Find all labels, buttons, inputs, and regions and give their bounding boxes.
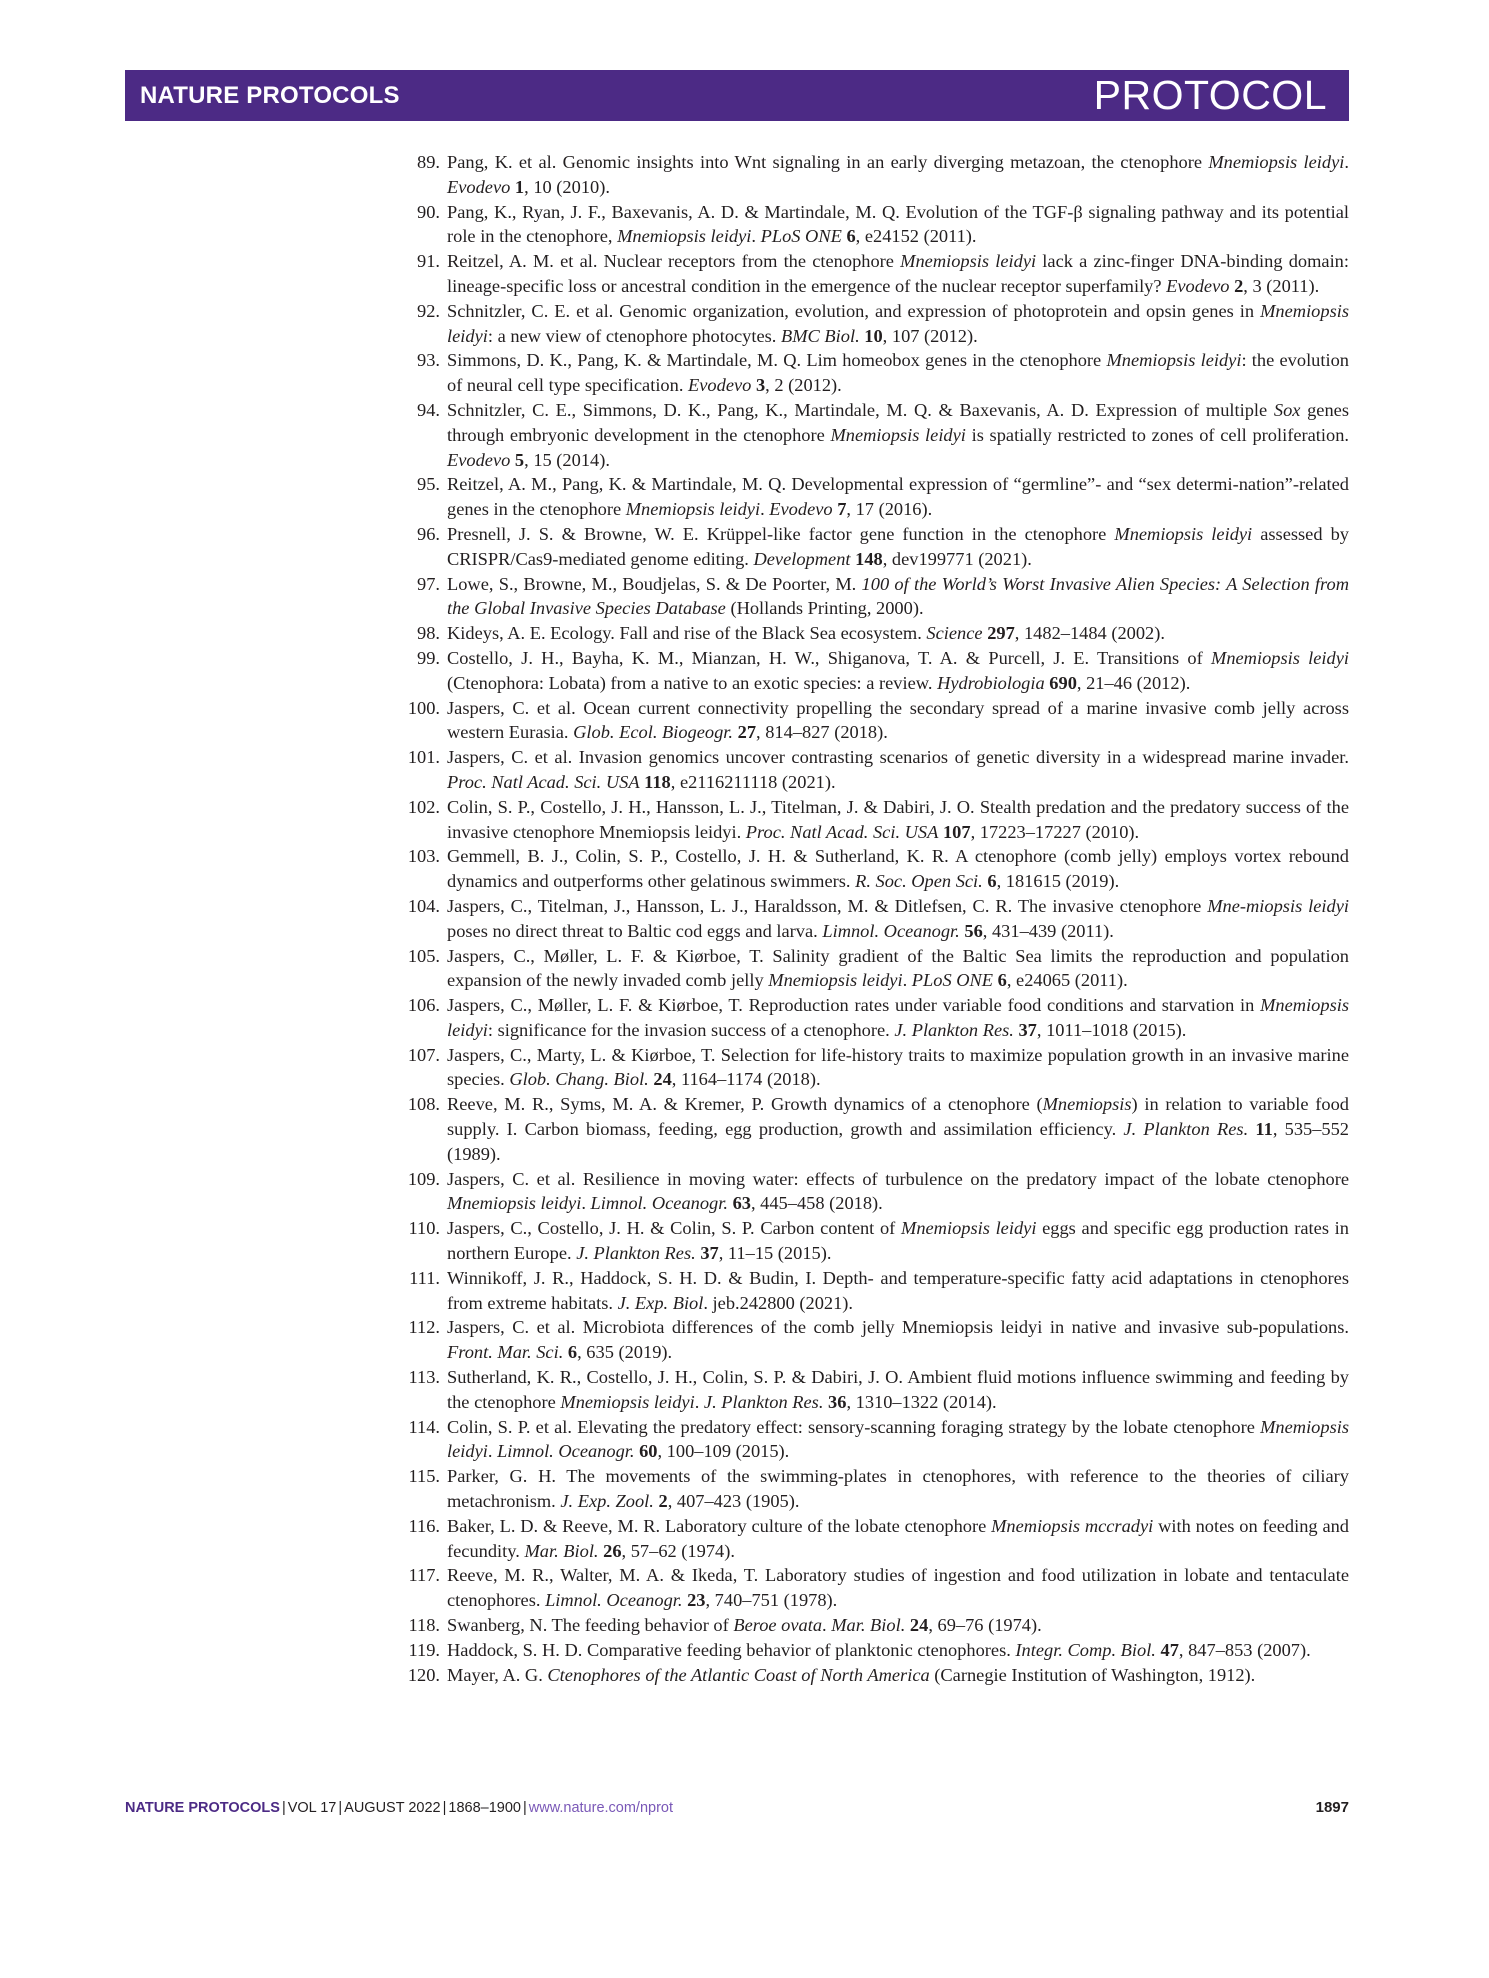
reference-item — [400, 1043, 1349, 1093]
reference-item — [400, 522, 1349, 572]
reference-text: Reitzel, A. M. et al. Nuclear receptors from the ctenophore Mnemiopsis leidyi lack a zinc-finger DNA-binding domain: lineage-specific loss or ancestral condition in the emergence of the nuclear receptor superfamily? Evodevo 2, 3 (2011). — [447, 251, 1349, 296]
reference-item — [400, 1365, 1349, 1415]
reference-item — [400, 1563, 1349, 1613]
reference-item — [400, 1638, 1349, 1663]
reference-item — [400, 844, 1349, 894]
reference-number: 97. — [417, 573, 440, 594]
reference-text: Winnikoff, J. R., Haddock, S. H. D. & Budin, I. Depth- and temperature-specific fatty acid adaptations in ctenophores from extreme habitats. J. Exp. Biol. jeb.242800 (2021). — [447, 1267, 1349, 1313]
reference-number: 107. — [407, 1044, 440, 1065]
reference-number: 98. — [417, 623, 440, 644]
reference-number: 104. — [407, 895, 440, 916]
reference-text: Schnitzler, C. E. et al. Genomic organization, evolution, and expression of photoprotein and opsin genes in Mnemiopsis leidyi: a new view of ctenophore photocytes. BMC Biol. 10, 107 (2012). — [447, 300, 1349, 346]
reference-number: 90. — [417, 201, 440, 222]
reference-number: 116. — [408, 1515, 440, 1536]
reference-text: Mayer, A. G. Ctenophores of the Atlantic Coast of North America (Carnegie Institution of Washington, 1912). — [447, 1664, 1256, 1685]
reference-text: Presnell, J. S. & Browne, W. E. Krüppel-like factor gene function in the ctenophore Mnemiopsis leidyi assessed by CRISPR/Cas9-mediated genome editing. Development 148, dev199771 (2021). — [447, 523, 1349, 569]
reference-text: Reeve, M. R., Walter, M. A. & Ikeda, T. Laboratory studies of ingestion and food utilization in lobate and tentaculate ctenophores. Limnol. Oceanogr. 23, 740–751 (1978). — [447, 1565, 1349, 1611]
reference-number: 99. — [417, 647, 440, 668]
reference-number: 111. — [409, 1267, 440, 1288]
reference-number: 117. — [408, 1565, 440, 1586]
reference-item — [400, 993, 1349, 1043]
footer-pages: 1868–1900 — [448, 1800, 521, 1816]
reference-number: 102. — [407, 796, 440, 817]
reference-text: Schnitzler, C. E., Simmons, D. K., Pang, K., Martindale, M. Q. & Baxevanis, A. D. Expression of multiple Sox genes through embryonic development in the ctenophore Mnemiopsis leidyi is spatially restricted to zones of cell proliferation. Evodevo 5, 15 (2014). — [447, 399, 1349, 470]
reference-item — [400, 745, 1349, 795]
reference-number: 110. — [408, 1218, 440, 1239]
reference-item — [400, 299, 1349, 349]
reference-item — [400, 1167, 1349, 1217]
reference-number: 106. — [407, 995, 440, 1016]
reference-text: Colin, S. P. et al. Elevating the predatory effect: sensory-scanning foraging strategy by the lobate ctenophore Mnemiopsis leidyi. Limnol. Oceanogr. 60, 100–109 (2015). — [447, 1416, 1349, 1462]
reference-text: Colin, S. P., Costello, J. H., Hansson, L. J., Titelman, J. & Dabiri, J. O. Stealth predation and the predatory success of the invasive ctenophore Mnemiopsis leidyi. Proc. Natl Acad. Sci. USA 107, 17223–17227 (2010). — [447, 796, 1349, 842]
reference-number: 95. — [417, 474, 440, 495]
footer-volume: VOL 17 — [287, 1800, 337, 1816]
reference-text: Jaspers, C., Costello, J. H. & Colin, S. P. Carbon content of Mnemiopsis leidyi eggs and specific egg production rates in northern Europe. J. Plankton Res. 37, 11–15 (2015). — [447, 1218, 1349, 1264]
reference-number: 96. — [417, 523, 440, 544]
footer-issue-date: AUGUST 2022 — [344, 1800, 441, 1816]
reference-text: Jaspers, C. et al. Resilience in moving water: effects of turbulence on the predatory impact of the lobate ctenophore Mnemiopsis leidyi. Limnol. Oceanogr. 63, 445–458 (2018). — [447, 1168, 1349, 1214]
reference-text: Gemmell, B. J., Colin, S. P., Costello, J. H. & Sutherland, K. R. A ctenophore (comb jelly) employs vortex rebound dynamics and outperforms other gelatinous swimmers. R. Soc. Open Sci. 6, 181615 (2019). — [447, 846, 1349, 892]
page-footer — [125, 1796, 1349, 1820]
reference-text: Jaspers, C., Møller, L. F. & Kiørboe, T. Salinity gradient of the Baltic Sea limits the reproduction and population expansion of the newly invaded comb jelly Mnemiopsis leidyi. PLoS ONE 6, e24065 (2011). — [447, 945, 1349, 991]
reference-number: 113. — [408, 1367, 440, 1388]
footer-separator: | — [442, 1800, 447, 1816]
reference-item — [400, 249, 1349, 299]
reference-item — [400, 1613, 1349, 1638]
reference-item — [400, 348, 1349, 398]
footer-url-link[interactable]: www.nature.com/nprot — [528, 1800, 674, 1816]
reference-item — [400, 1663, 1349, 1688]
reference-number: 94. — [417, 399, 440, 420]
reference-item — [400, 150, 1349, 200]
reference-number: 108. — [407, 1094, 440, 1115]
reference-text: Sutherland, K. R., Costello, J. H., Colin, S. P. & Dabiri, J. O. Ambient fluid motions influence swimming and feeding by the ctenophore Mnemiopsis leidyi. J. Plankton Res. 36, 1310–1322 (2014). — [447, 1367, 1349, 1412]
footer-journal-name: NATURE PROTOCOLS — [125, 1800, 280, 1816]
footer-separator: | — [338, 1800, 343, 1816]
reference-number: 89. — [417, 152, 440, 172]
footer-separator: | — [522, 1800, 527, 1816]
article-type: PROTOCOL — [1093, 72, 1327, 118]
footer-separator: | — [281, 1800, 286, 1816]
reference-item — [400, 1315, 1349, 1365]
journal-name: NATURE PROTOCOLS — [140, 82, 400, 109]
reference-number: 91. — [417, 251, 440, 272]
reference-item — [400, 200, 1349, 250]
reference-list — [400, 150, 1349, 1687]
reference-text: Baker, L. D. & Reeve, M. R. Laboratory culture of the lobate ctenophore Mnemiopsis mccradyi with notes on feeding and fecundity. Mar. Biol. 26, 57–62 (1974). — [447, 1515, 1349, 1561]
reference-text: Jaspers, C. et al. Ocean current connectivity propelling the secondary spread of a marine invasive comb jelly across western Eurasia. Glob. Ecol. Biogeogr. 27, 814–827 (2018). — [447, 697, 1349, 743]
reference-item — [400, 894, 1349, 944]
reference-number: 120. — [407, 1664, 440, 1685]
reference-text: Costello, J. H., Bayha, K. M., Mianzan, H. W., Shiganova, T. A. & Purcell, J. E. Transitions of Mnemiopsis leidyi (Ctenophora: Lobata) from a native to an exotic species: a review. Hydrobiologia 690, 21–46 (2012). — [447, 647, 1349, 693]
reference-text: Jaspers, C., Marty, L. & Kiørboe, T. Selection for life-history traits to maximize population growth in an invasive marine species. Glob. Chang. Biol. 24, 1164–1174 (2018). — [447, 1044, 1349, 1090]
reference-text: Swanberg, N. The feeding behavior of Beroe ovata. Mar. Biol. 24, 69–76 (1974). — [447, 1615, 1042, 1636]
reference-text: Simmons, D. K., Pang, K. & Martindale, M. Q. Lim homeobox genes in the ctenophore Mnemiopsis leidyi: the evolution of neural cell type specification. Evodevo 3, 2 (2012). — [447, 350, 1349, 396]
reference-text: Jaspers, C. et al. Invasion genomics uncover contrasting scenarios of genetic diversity in a widespread marine invader. Proc. Natl Acad. Sci. USA 118, e2116211118 (2021). — [447, 747, 1349, 792]
reference-number: 93. — [417, 350, 440, 371]
reference-item — [400, 572, 1349, 622]
reference-item — [400, 1092, 1349, 1166]
footer-citation — [125, 1796, 673, 1820]
reference-number: 115. — [408, 1466, 440, 1487]
reference-number: 109. — [407, 1168, 440, 1189]
reference-number: 112. — [408, 1317, 440, 1338]
reference-number: 105. — [407, 945, 440, 966]
reference-text: Jaspers, C. et al. Microbiota differences of the comb jelly Mnemiopsis leidyi in native and invasive sub-populations. Front. Mar. Sci. 6, 635 (2019). — [447, 1317, 1349, 1363]
reference-item — [400, 621, 1349, 646]
reference-item — [400, 944, 1349, 994]
reference-item — [400, 696, 1349, 746]
reference-text: Pang, K., Ryan, J. F., Baxevanis, A. D. & Martindale, M. Q. Evolution of the TGF-β signaling pathway and its potential role in the ctenophore, Mnemiopsis leidyi. PLoS ONE 6, e24152 (2011). — [447, 201, 1349, 247]
reference-text: Parker, G. H. The movements of the swimming-plates in ctenophores, with reference to the theories of ciliary metachronism. J. Exp. Zool. 2, 407–423 (1905). — [447, 1466, 1349, 1512]
reference-item — [400, 472, 1349, 522]
reference-text: Jaspers, C., Møller, L. F. & Kiørboe, T. Reproduction rates under variable food conditions and starvation in Mnemiopsis leidyi: significance for the invasion success of a ctenophore. J. Plankton Res. 37, 1011–1018 (2015). — [447, 995, 1349, 1040]
reference-item — [400, 646, 1349, 696]
reference-number: 100. — [407, 697, 440, 718]
journal-header-bar — [125, 70, 1349, 121]
reference-text: Reeve, M. R., Syms, M. A. & Kremer, P. Growth dynamics of a ctenophore (Mnemiopsis) in relation to variable food supply. I. Carbon biomass, feeding, egg production, growth and assimilation efficiency. J. Plankton Res. 11, 535–552 (1989). — [447, 1094, 1350, 1164]
reference-text: Jaspers, C., Titelman, J., Hansson, L. J., Haraldsson, M. & Ditlefsen, C. R. The invasive ctenophore Mne-miopsis leidyi poses no direct threat to Baltic cod eggs and larva. Limnol. Oceanogr. 56, 431–439 (2011). — [447, 895, 1350, 941]
reference-item — [400, 1266, 1349, 1316]
reference-item — [400, 795, 1349, 845]
reference-item — [400, 1464, 1349, 1514]
reference-text: Lowe, S., Browne, M., Boudjelas, S. & De Poorter, M. 100 of the World’s Worst Invasive Alien Species: A Selection from the Global Invasive Species Database (Hollands Printing, 2000). — [447, 573, 1349, 619]
reference-text: Kideys, A. E. Ecology. Fall and rise of the Black Sea ecosystem. Science 297, 1482–1484 (2002). — [447, 623, 1165, 644]
reference-item — [400, 1514, 1349, 1564]
reference-item — [400, 1415, 1349, 1465]
reference-text: Haddock, S. H. D. Comparative feeding behavior of planktonic ctenophores. Integr. Comp. Biol. 47, 847–853 (2007). — [447, 1639, 1311, 1660]
reference-text: Pang, K. et al. Genomic insights into Wnt signaling in an early diverging metazoan, the ctenophore Mnemiopsis leidyi. Evodevo 1, 10 (2010). — [447, 152, 1349, 197]
reference-text: Reitzel, A. M., Pang, K. & Martindale, M. Q. Developmental expression of “germline”- and “sex determi-nation”-related genes in the ctenophore Mnemiopsis leidyi. Evodevo 7, 17 (2016). — [447, 474, 1349, 520]
reference-item — [400, 1216, 1349, 1266]
reference-number: 101. — [407, 747, 440, 768]
reference-number: 118. — [408, 1615, 440, 1636]
reference-item — [400, 398, 1349, 472]
reference-number: 119. — [408, 1639, 440, 1660]
reference-number: 114. — [408, 1416, 440, 1437]
page-number: 1897 — [1315, 1799, 1349, 1816]
reference-number: 103. — [407, 846, 440, 867]
reference-number: 92. — [417, 300, 440, 321]
